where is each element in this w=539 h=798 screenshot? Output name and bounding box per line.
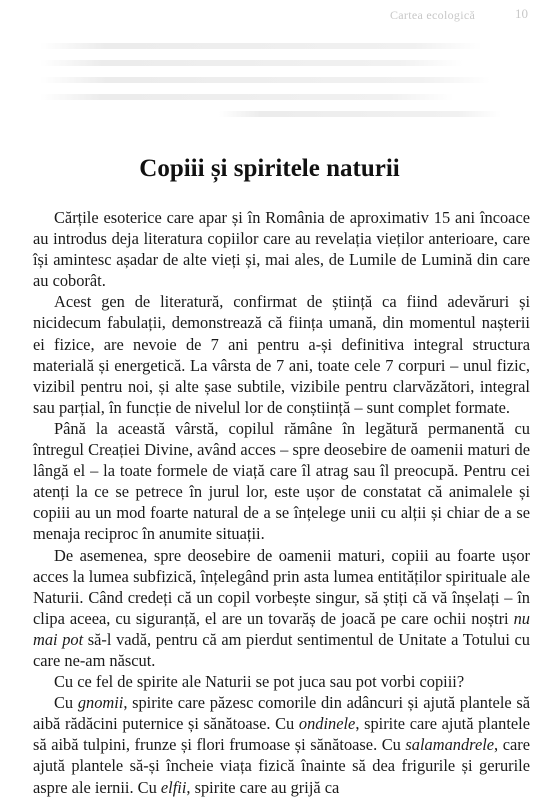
emphasis: nu mai pot [33, 608, 530, 649]
show-through-text [40, 32, 510, 132]
emphasis: ondinele [298, 714, 356, 734]
text-run: , spirite care au grijă ca [186, 777, 340, 797]
emphasis: salamandrele [405, 735, 495, 755]
text-run: să-l vadă, pentru că am pierdut sentimentul de Unitate a Totului cu care ne-am născut. [33, 629, 530, 670]
paragraph [33, 692, 530, 797]
text-run: , spirite care ajută plantele să aibă tulpini, frunze și flori frumoase și sănătoase. Cu [33, 714, 530, 755]
text-run: , spirite care păzesc comorile din adâncuri și ajută plantele să aibă rădăcini puternice și sănătoase. Cu [33, 693, 530, 734]
paragraph: Cărțile esoterice care apar și în România de aproximativ 15 ani încoace au introdus deja literatura copiilor care au revelația vieților anterioare, care își amintesc așadar de alte vieți și, mai ales, de Lumile de Lumină din care au coborât. [33, 208, 530, 291]
running-header-bleed: Cartea ecologică [390, 8, 476, 22]
chapter-title: Copiii și spiritele naturii [139, 154, 400, 182]
text-run: , care ajută plantele să-și încheie viața fizică înainte să dea frigurile și gerurile aspre ale iernii. Cu [33, 735, 530, 797]
emphasis: gnomii [77, 693, 124, 713]
paragraph: Până la această vârstă, copilul rămâne în legătură permanentă cu întregul Creației Divine, având acces – spre deosebire de oamenii maturi de lângă el – la toate formele de viață care îl atrag sau îl preocupă. Pentru cei atenți la ce se petrece în jurul lor, este ușor de constatat că animalele și copiii au un mod foarte natural de a se înțelege unii cu alții și chiar de a se menaja reciproc în anumite situații. [33, 418, 530, 544]
emphasis: elfii [160, 777, 187, 797]
paragraph: Cu ce fel de spirite ale Naturii se pot juca sau pot vorbi copiii? [54, 672, 465, 692]
text-run: Cu [54, 693, 74, 713]
paragraph [33, 545, 530, 672]
chapter-body [33, 207, 530, 798]
page-number-bleed: 10 [515, 6, 528, 21]
text-run: De asemenea, spre deosebire de oamenii maturi, copiii au foarte ușor acces la lumea subfizică, înțelegând prin asta lumea entităților spirituale ale Naturii. Când credeți că un copil vorbește singur, să știți că vă înșelați – în clipa aceea, cu siguranță, el are un tovarăș de joacă pe care ochii noștri [33, 545, 530, 628]
paragraph: Acest gen de literatură, confirmat de știință ca fiind adevăruri și nicidecum fabulații, demonstrează că ființa umană, din momentul nașterii ei fizice, are nevoie de 7 ani pentru a-și definitiva integral structura materială și energetică. La vârsta de 7 ani, toate cele 7 corpuri – unul fizic, vizibil pentru noi, și alte șase subtile, vizibile pentru clarvăzători, integral sau parțial, în funcție de nivelul lor de conștiință – sunt complet formate. [33, 292, 530, 417]
